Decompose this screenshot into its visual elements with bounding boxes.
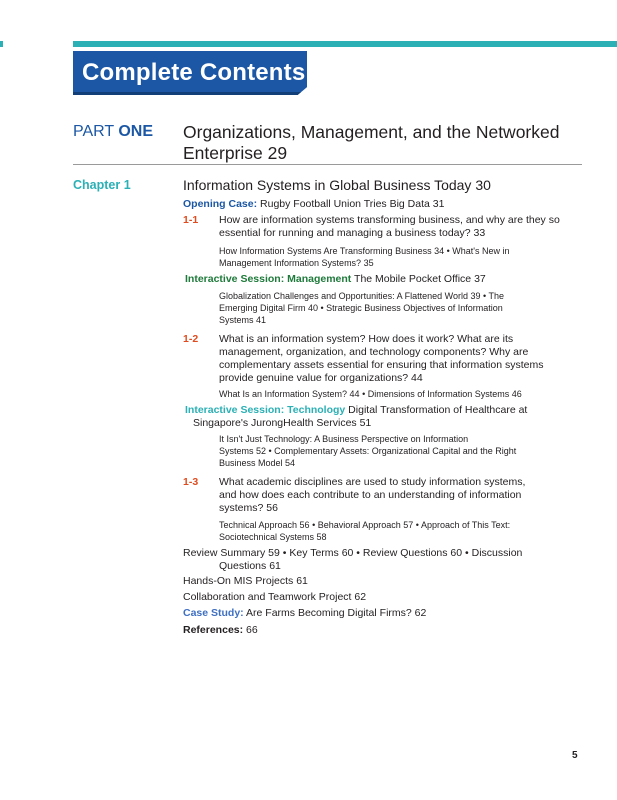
section-heading-line: and how does each contribute to an understanding of information xyxy=(219,489,522,501)
session-label: Interactive Session: Technology xyxy=(185,404,346,416)
chapter-label: Chapter 1 xyxy=(73,178,131,192)
edge-tab-mark xyxy=(0,41,3,47)
collaboration-entry: Collaboration and Teamwork Project 62 xyxy=(183,591,367,603)
subtopic-line: Technical Approach 56 • Behavioral Approach 57 • Approach of This Text: xyxy=(219,520,511,530)
section-heading-line: How are information systems transforming business, and why are they so xyxy=(219,214,560,226)
case-study-title: Are Farms Becoming Digital Firms? 62 xyxy=(243,607,427,619)
subtopic-line: What Is an Information System? 44 • Dimensions of Information Systems 46 xyxy=(219,389,522,399)
section-heading-line: What is an information system? How does it work? What are its xyxy=(219,333,514,345)
hands-on-entry: Hands-On MIS Projects 61 xyxy=(183,575,308,587)
case-study-entry xyxy=(183,607,426,620)
subtopic-line: Management Information Systems? 35 xyxy=(219,258,374,268)
chapter-title: Information Systems in Global Business Today 30 xyxy=(183,177,491,193)
references-entry xyxy=(183,624,258,637)
part-label-light: PART xyxy=(73,123,119,140)
section-number: 1-1 xyxy=(183,214,199,226)
session-title: Digital Transformation of Healthcare at xyxy=(345,404,528,416)
session-heading-line xyxy=(185,404,527,417)
page-number: 5 xyxy=(572,750,578,761)
review-line: Questions 61 xyxy=(219,560,281,572)
references-page: 66 xyxy=(243,624,258,636)
section-heading-line: systems? 56 xyxy=(219,502,278,514)
part-divider xyxy=(73,164,582,165)
section-number: 1-2 xyxy=(183,333,199,345)
opening-case-entry xyxy=(183,198,444,211)
review-summary-entry xyxy=(183,547,522,573)
section-heading-line: provide genuine value for organizations? 44 xyxy=(219,372,423,384)
subtopic-line: It Isn't Just Technology: A Business Perspective on Information xyxy=(219,434,469,444)
subtopic-list xyxy=(219,388,522,400)
part-title xyxy=(183,122,583,164)
subtopic-list xyxy=(219,245,509,269)
part-title-line: Enterprise 29 xyxy=(183,143,288,163)
section-heading xyxy=(219,214,589,240)
section-heading xyxy=(219,476,589,515)
case-study-label: Case Study: xyxy=(183,607,244,619)
part-label-number: ONE xyxy=(118,123,154,140)
interactive-session-technology xyxy=(185,404,527,430)
top-rule xyxy=(73,41,617,47)
subtopic-line: Globalization Challenges and Opportunities: A Flattened World 39 • The xyxy=(219,291,504,301)
subtopic-list xyxy=(219,433,516,469)
subtopic-line: Emerging Digital Firm 40 • Strategic Business Objectives of Information xyxy=(219,303,503,313)
part-label xyxy=(73,122,153,142)
session-title: The Mobile Pocket Office 37 xyxy=(351,273,486,285)
review-line: Review Summary 59 • Key Terms 60 • Review Questions 60 • Discussion xyxy=(183,547,523,559)
interactive-session-management xyxy=(185,273,486,286)
subtopic-line: Systems 52 • Complementary Assets: Organizational Capital and the Right xyxy=(219,446,517,456)
page-title: Complete Contents xyxy=(82,59,306,86)
part-title-line: Organizations, Management, and the Networked xyxy=(183,122,560,142)
opening-case-title: Rugby Football Union Tries Big Data 31 xyxy=(257,198,445,210)
subtopic-line: How Information Systems Are Transforming Business 34 • What's New in xyxy=(219,246,510,256)
section-heading-line: essential for running and managing a business today? 33 xyxy=(219,227,486,239)
subtopic-list xyxy=(219,519,510,543)
section-heading-line: management, organization, and technology components? Why are xyxy=(219,346,529,358)
session-title-continued: Singapore's JurongHealth Services 51 xyxy=(193,417,372,429)
subtopic-line: Systems 41 xyxy=(219,315,267,325)
section-heading-line: What academic disciplines are used to study information systems, xyxy=(219,476,526,488)
subtopic-line: Business Model 54 xyxy=(219,458,296,468)
section-number: 1-3 xyxy=(183,476,199,488)
opening-case-label: Opening Case: xyxy=(183,198,258,210)
section-heading-line: complementary assets essential for ensuring that information systems xyxy=(219,359,544,371)
subtopic-list xyxy=(219,290,504,326)
subtopic-line: Sociotechnical Systems 58 xyxy=(219,532,327,542)
session-label: Interactive Session: Management xyxy=(185,273,352,285)
section-heading xyxy=(219,333,589,385)
references-label: References: xyxy=(183,624,244,636)
